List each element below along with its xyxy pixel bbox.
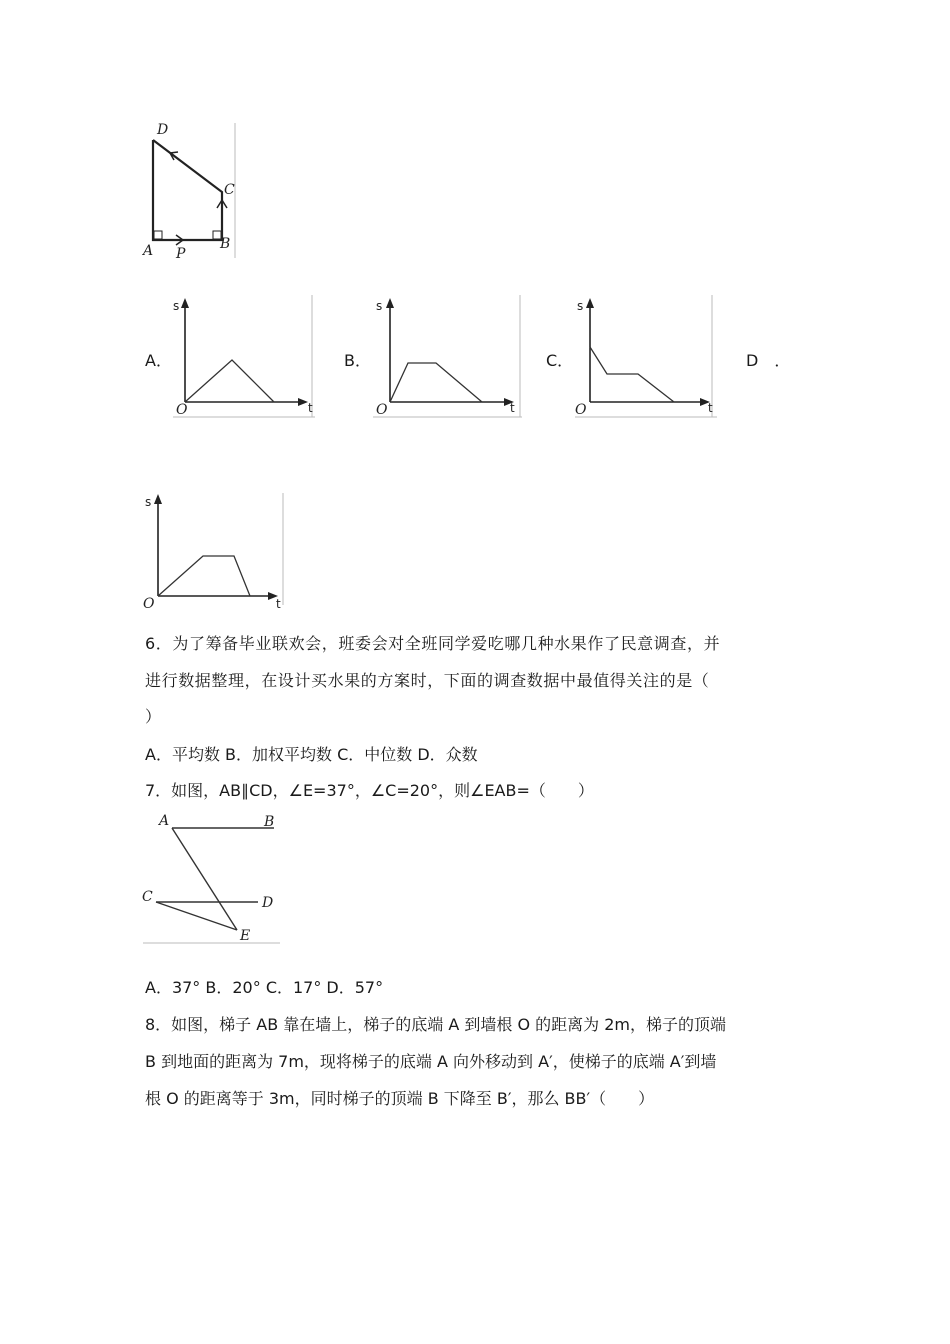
origin-O: O <box>376 402 388 418</box>
label-C: C <box>224 182 235 198</box>
choice-A-label: A． <box>145 351 172 370</box>
origin-O: O <box>143 596 155 612</box>
graph-D <box>140 490 290 615</box>
choice-D-label: D ． <box>746 351 791 370</box>
q7-options: A．37° B．20° C．17° D．57° <box>145 978 384 997</box>
q6-line-3: ） <box>145 707 162 726</box>
label-A: A <box>159 813 170 829</box>
graph-A <box>170 292 320 422</box>
axis-s: s <box>173 299 180 313</box>
q8-line-3: 根 O 的距离等于 3m，同时梯子的顶端 B 下降至 B′，那么 BB′（ ） <box>145 1089 655 1108</box>
label-E: E <box>240 928 251 944</box>
q7-stem: 7．如图，AB∥CD，∠E=37°，∠C=20°，则∠EAB=（ ） <box>145 781 594 800</box>
label-B: B <box>220 236 231 252</box>
label-D: D <box>262 895 274 911</box>
origin-O: O <box>176 402 188 418</box>
graph-C <box>572 292 722 422</box>
figure-q7 <box>140 810 285 950</box>
label-C: C <box>142 889 153 905</box>
graph-B <box>370 292 525 422</box>
q6-line-1: 6．为了筹备毕业联欢会，班委会对全班同学爱吃哪几种水果作了民意调查，并 <box>145 634 721 653</box>
label-B: B <box>264 814 275 830</box>
q6-line-2: 进行数据整理，在设计买水果的方案时，下面的调查数据中最值得关注的是（ <box>145 671 710 690</box>
figure-abcd <box>140 118 250 263</box>
q8-line-2: B 到地面的距离为 7m，现将梯子的底端 A 向外移动到 A′，使梯子的底端 A′到墙 <box>145 1052 717 1071</box>
axis-s: s <box>376 299 383 313</box>
axis-t: t <box>510 401 515 415</box>
label-D: D <box>157 122 169 138</box>
axis-t: t <box>708 401 713 415</box>
axis-t: t <box>276 597 281 611</box>
origin-O: O <box>575 402 587 418</box>
axis-s: s <box>577 299 584 313</box>
choice-C-label: C． <box>546 351 574 370</box>
q6-options: A．平均数 B．加权平均数 C．中位数 D．众数 <box>145 745 478 764</box>
choice-B-label: B． <box>344 351 371 370</box>
label-A: A <box>143 243 154 259</box>
axis-s: s <box>145 495 152 509</box>
axis-t: t <box>308 401 313 415</box>
label-P: P <box>176 246 186 262</box>
q8-line-1: 8．如图，梯子 AB 靠在墙上，梯子的底端 A 到墙根 O 的距离为 2m，梯子的顶端 <box>145 1015 727 1034</box>
